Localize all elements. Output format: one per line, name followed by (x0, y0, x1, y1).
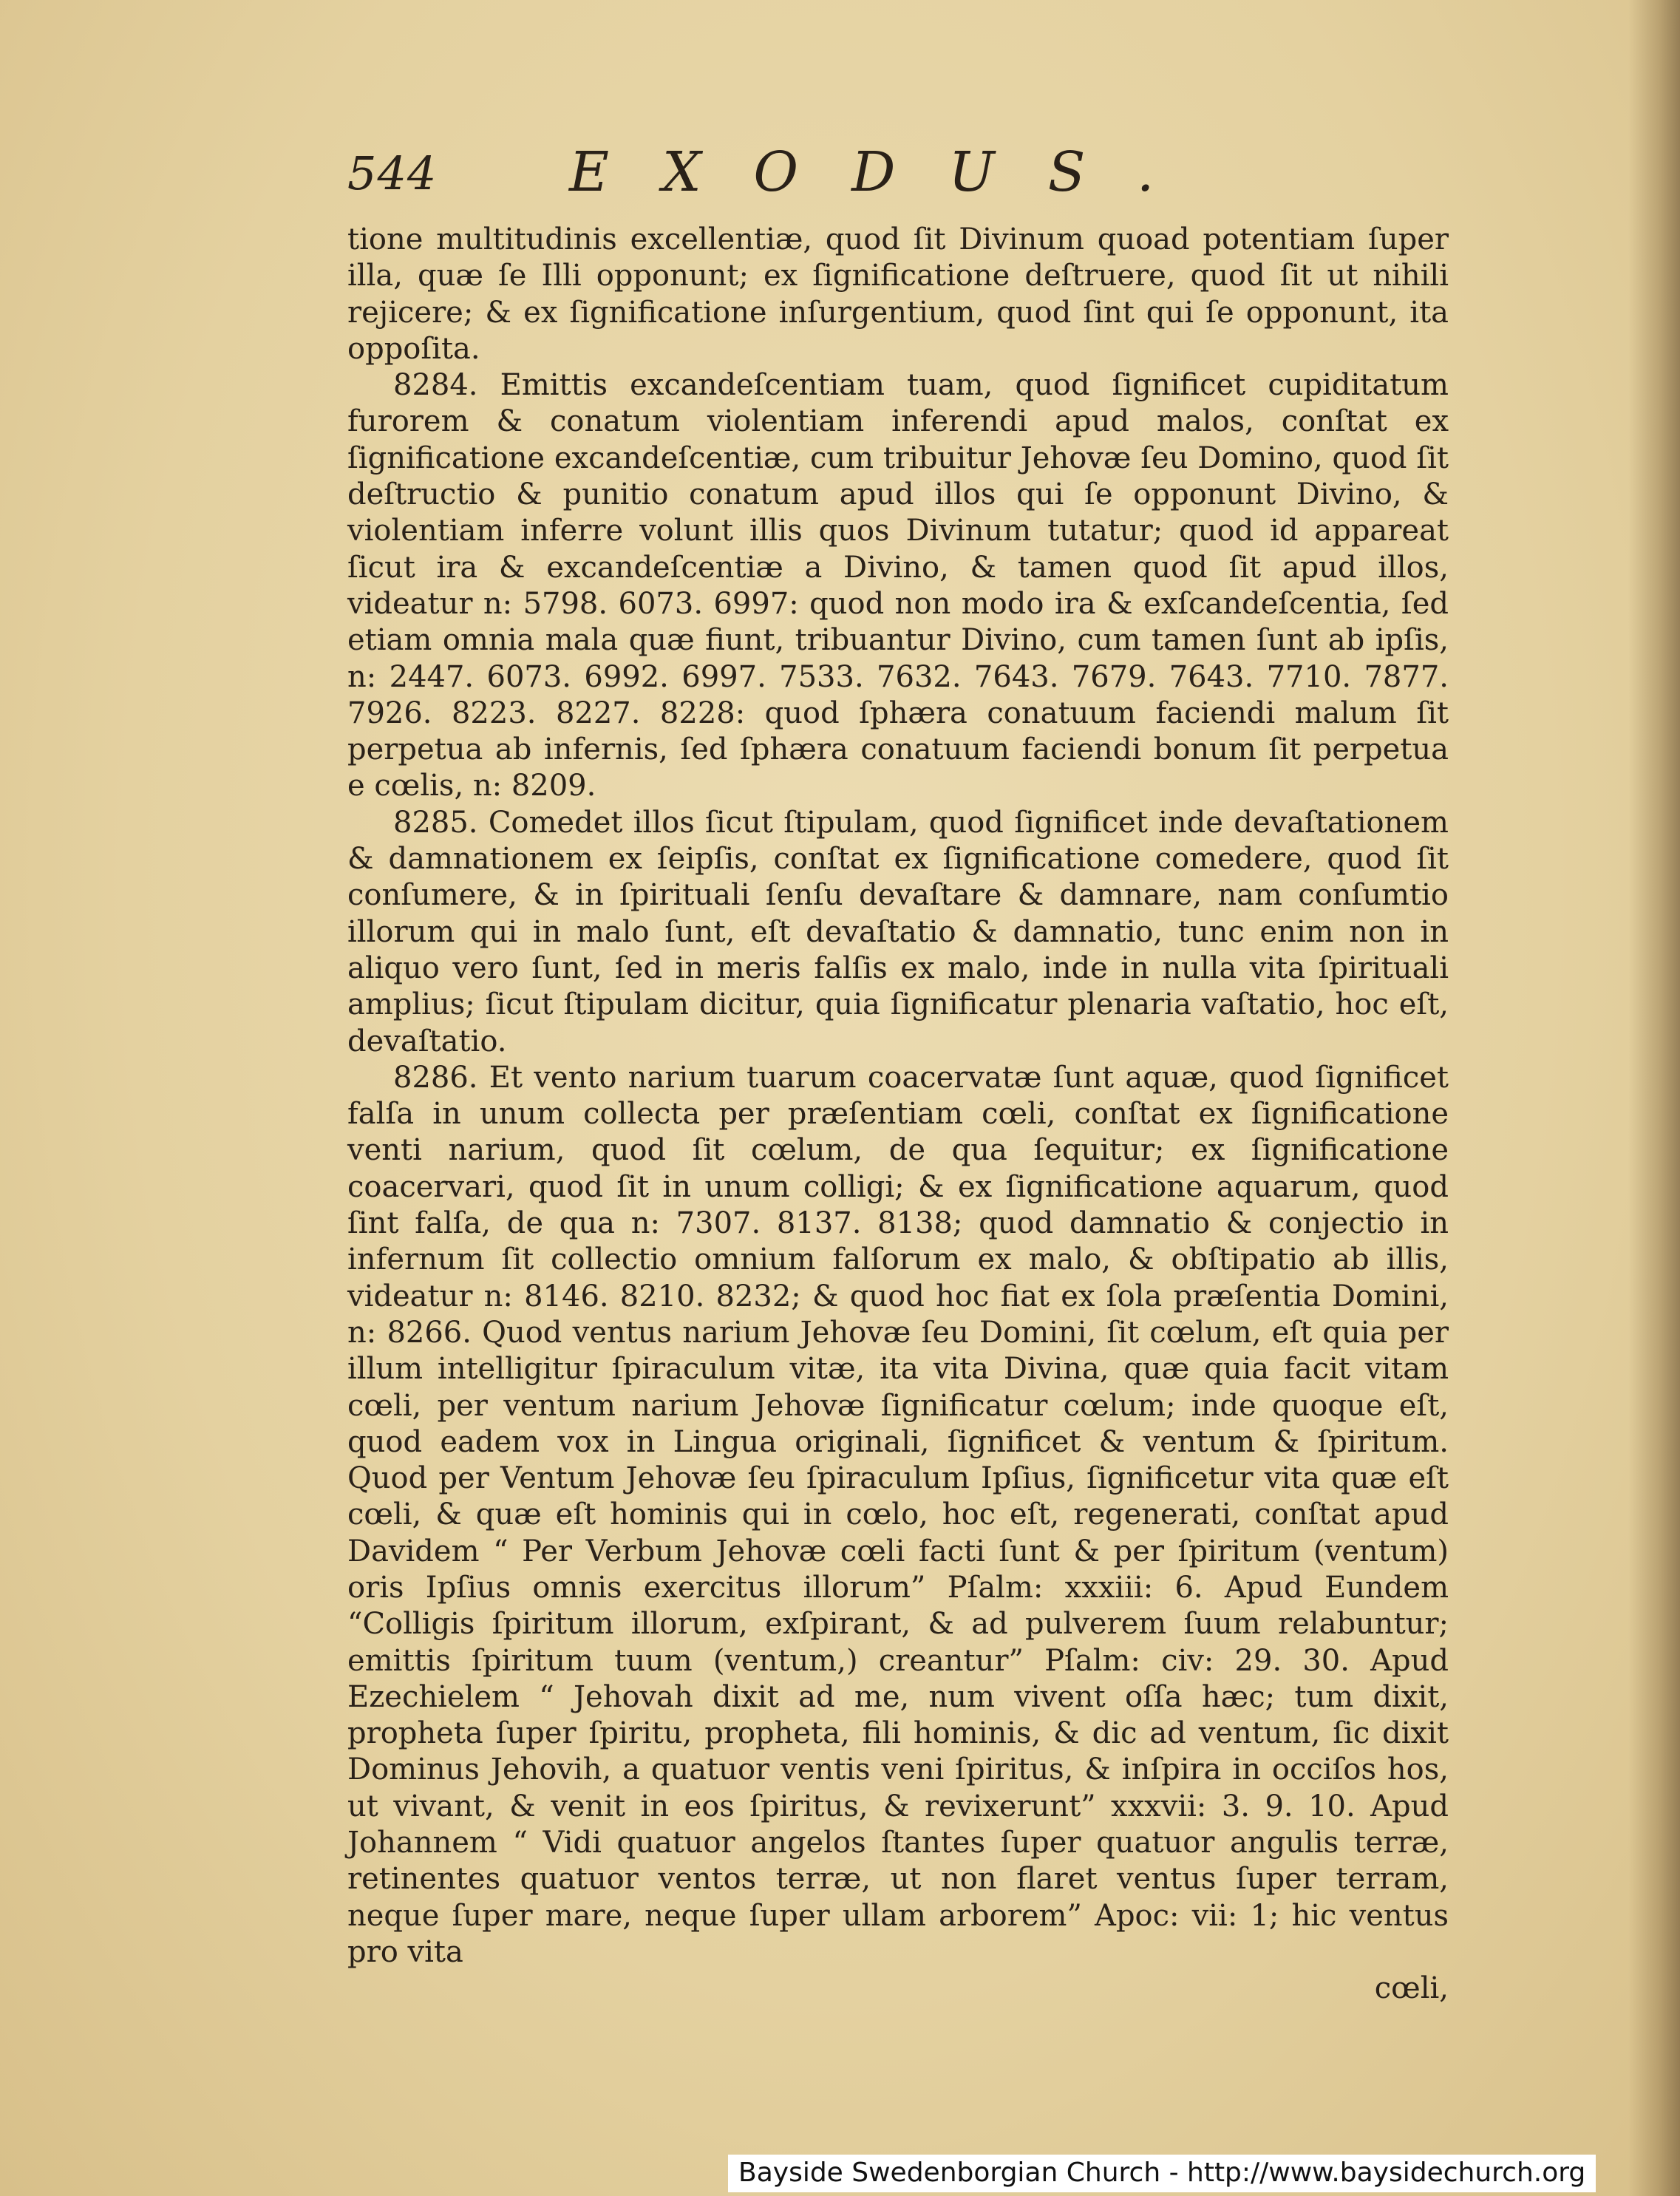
body-text (347, 222, 1449, 2008)
catchword: cœli, (1374, 1971, 1449, 2006)
paragraph-8284: 8284. Emittis excandeſcentiam tuam, quod ſignificet cupiditatum furorem & conatum violentiam inferendi apud malos, conſtat ex ſignificatione excandeſcentiæ, cum tribuitur Jehovæ ſeu Domino, quod ſit deſtructio & punitio conatum apud illos qui ſe opponunt Divino, & violentiam inferre volunt illis quos Divinum tutatur; quod id appareat ſicut ira & excandeſcentiæ a Divino, & tamen quod ſit apud illos, videatur n: 5798. 6073. 6997: quod non modo ira & exſcandeſcentia, ſed etiam omnia mala quæ fiunt, tribuantur Divino, cum tamen ſunt ab ipſis, n: 2447. 6073. 6992. 6997. 7533. 7632. 7643. 7679. 7643. 7710. 7877. 7926. 8223. 8227. 8228: quod ſphæra conatuum faciendi malum ſit perpetua ab infernis, ſed ſphæra conatuum faciendi bonum ſit perpetua e cœlis, n: 8209. (347, 368, 1449, 803)
page-number: 544 (347, 146, 438, 200)
page-spine-shadow (1628, 0, 1680, 2196)
continuation-paragraph: tione multitudinis excellentiæ, quod ſit Divinum quoad potentiam ſuper illa, quæ ſe Illi opponunt; ex ſignificatione deſtruere, quod ſit ut nihili rejicere; & ex ſignificatione inſurgentium, quod ſint qui ſe opponunt, ita oppoſita. (347, 222, 1449, 366)
paragraph-8285: 8285. Comedet illos ſicut ſtipulam, quod ſignificet inde devaſtationem & damnationem ex ſeipſis, conſtat ex ſignificatione comedere, quod ſit conſumere, & in ſpirituali ſenſu devaſtare & damnare, nam conſumtio illorum qui in malo ſunt, eſt devaſtatio & damnatio, tunc enim non in aliquo vero ſunt, ſed in meris falſis ex malo, inde in nulla vita ſpirituali amplius; ſicut ſtipulam dicitur, quia ſignificatur plenaria vaſtatio, hoc eſt, devaſtatio. (347, 805, 1449, 1058)
page-header (347, 140, 1471, 207)
running-title: EXODUS. (569, 140, 1208, 204)
watermark-caption: Bayside Swedenborgian Church - http://www.baysidechurch.org (728, 2155, 1596, 2192)
paragraph-8286: 8286. Et vento narium tuarum coacervatæ ſunt aquæ, quod ſignificet falſa in unum collecta per præſentiam cœli, conſtat ex ſignificatione venti narium, quod ſit cœlum, de qua ſequitur; ex ſignificatione coacervari, quod ſit in unum colligi; & ex ſignificatione aquarum, quod ſint falſa, de qua n: 7307. 8137. 8138; quod damnatio & conjectio in infernum ſit collectio omnium falſorum ex malo, & obſtipatio ab illis, videatur n: 8146. 8210. 8232; & quod hoc fiat ex ſola præſentia Domini, n: 8266. Quod ventus narium Jehovæ ſeu Domini, ſit cœlum, eſt quia per illum intelligitur ſpiraculum vitæ, ita vita Divina, quæ quia facit vitam cœli, per ventum narium Jehovæ ſignificatur cœlum; inde quoque eſt, quod eadem vox in Lingua originali, ſignificet & ventum & ſpiritum. Quod per Ventum Jehovæ ſeu ſpiraculum Ipſius, ſignificetur vita quæ eſt cœli, & quæ eſt hominis qui in cœlo, hoc eſt, regenerati, conſtat apud Davidem “ Per Verbum Jehovæ cœli facti ſunt & per ſpiritum (ventum) oris Ipſius omnis exercitus illorum” Pſalm: xxxiii: 6. Apud Eundem “Colligis ſpiritum illorum, exſpirant, & ad pulverem ſuum relabuntur; emittis ſpiritum tuum (ventum,) creantur” Pſalm: civ: 29. 30. Apud Ezechielem “ Jehovah dixit ad me, num vivent oſſa hæc; tum dixit, propheta ſuper ſpiritu, propheta, fili hominis, & dic ad ventum, ſic dixit Dominus Jehovih, a quatuor ventis veni ſpiritus, & inſpira in occiſos hos, ut vivant, & venit in eos ſpiritus, & revixerunt” xxxvii: 3. 9. 10. Apud Johannem “ Vidi quatuor angelos ſtantes ſuper quatuor angulis terræ, retinentes quatuor ventos terræ, ut non flaret ventus ſuper terram, neque ſuper mare, neque ſuper ullam arborem” Apoc: vii: 1; hic ventus pro vita (347, 1060, 1449, 1969)
